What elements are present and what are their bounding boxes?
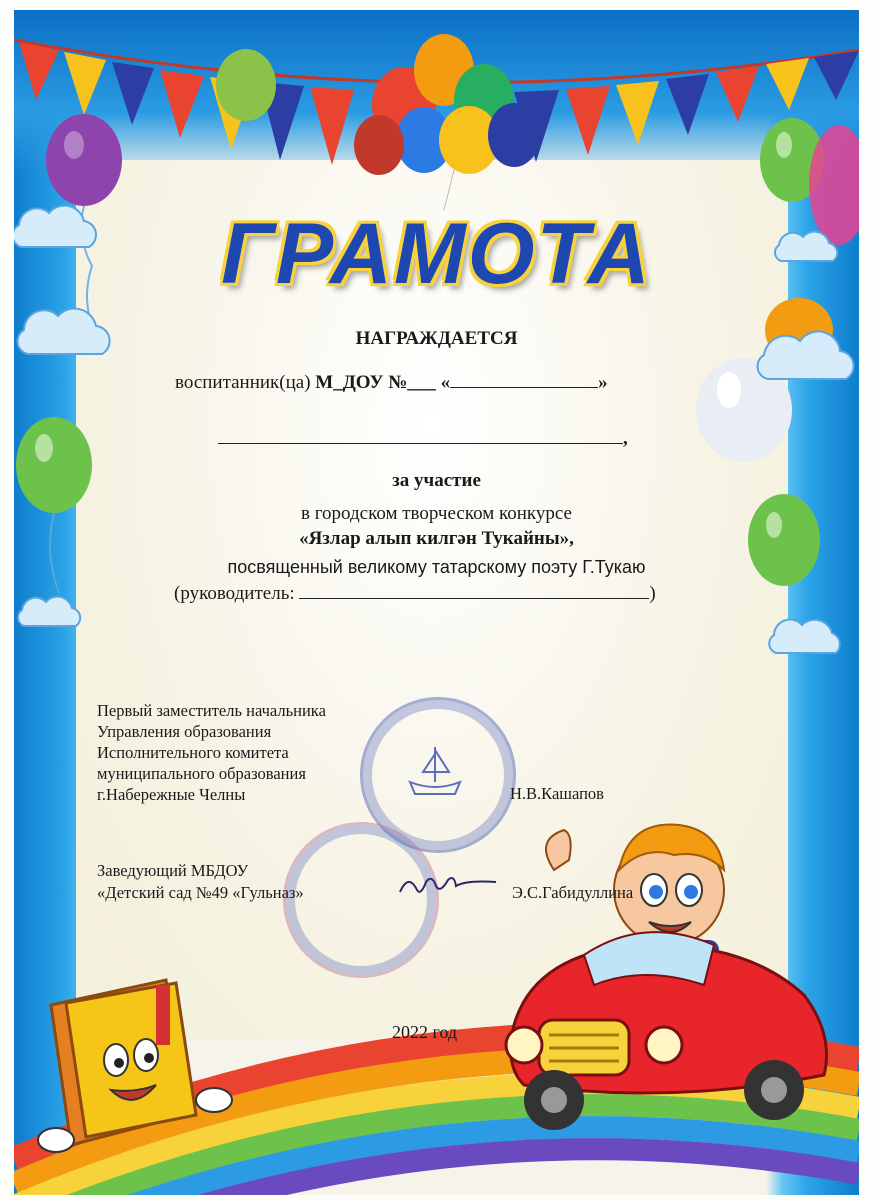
pupil-school: М_ДОУ №___ bbox=[315, 372, 436, 393]
supervisor-prefix: (руководитель: bbox=[174, 583, 295, 604]
signer2-title bbox=[97, 860, 304, 904]
boy-in-car-illustration bbox=[484, 810, 859, 1140]
kindergarten-name-blank: « » bbox=[440, 372, 608, 393]
signature bbox=[395, 870, 505, 905]
signer1-line: г.Набережные Челны bbox=[97, 785, 246, 804]
year: 2022 год bbox=[392, 1022, 458, 1042]
emblem-icon bbox=[405, 742, 465, 802]
pupil-line bbox=[175, 372, 608, 394]
supervisor-line: (руководитель: ) bbox=[174, 583, 656, 604]
signer2-line: Заведующий МБДОУ bbox=[97, 861, 249, 880]
signer2-line: «Детский сад №49 «Гульназ» bbox=[97, 883, 304, 902]
signer2-name: Э.С.Габидуллина bbox=[512, 883, 634, 902]
book-character-illustration bbox=[36, 965, 246, 1165]
signer1-name: Н.В.Кашапов bbox=[510, 784, 604, 803]
name-blank-line: , bbox=[218, 428, 628, 450]
signer1-line: Первый заместитель начальника bbox=[97, 701, 326, 720]
certificate-title: ГРАМОТА bbox=[221, 206, 652, 302]
dedication-line: посвященный великому татарскому поэту Г.Тукаю bbox=[227, 557, 646, 577]
signer1-line: муниципального образования bbox=[97, 764, 306, 783]
awarded-heading: НАГРАЖДАЕТСЯ bbox=[355, 328, 518, 349]
signer1-line: Исполнительного комитета bbox=[97, 743, 289, 762]
participation-heading: за участие bbox=[392, 470, 481, 491]
signer1-title bbox=[97, 700, 397, 805]
balloons-decoration bbox=[14, 10, 859, 710]
contest-name: «Язлар алып килгән Тукайны», bbox=[299, 528, 574, 549]
signer1-line: Управления образования bbox=[97, 722, 272, 741]
pupil-prefix: воспитанник(ца) bbox=[175, 372, 311, 393]
contest-line: в городском творческом конкурсе bbox=[300, 503, 572, 524]
